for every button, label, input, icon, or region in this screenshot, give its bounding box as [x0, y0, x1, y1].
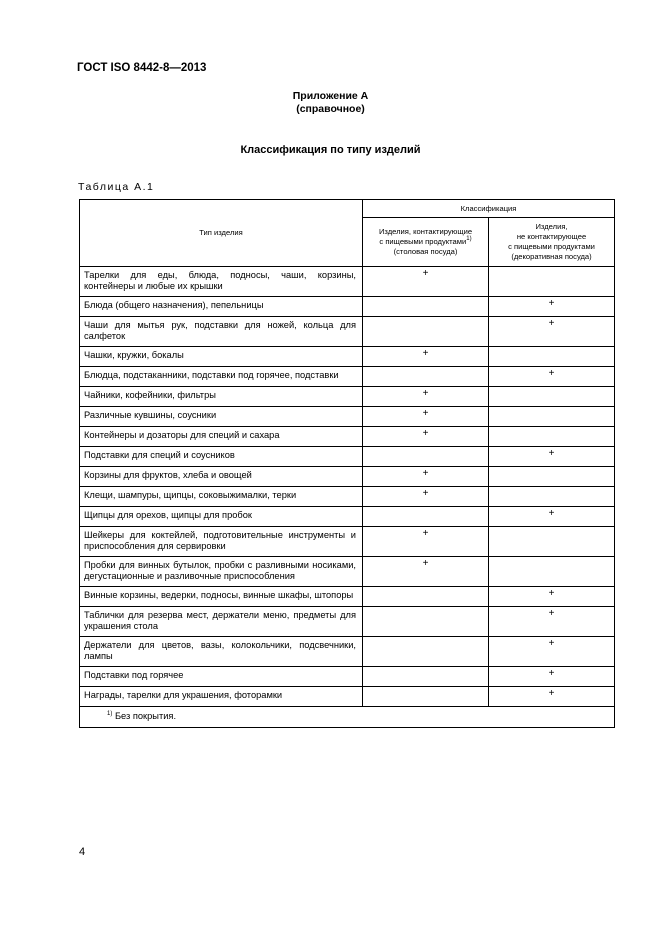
non-contact-cell: + [489, 367, 615, 387]
header-food-contact-line2: с пищевыми продуктами$^{1)}$ [379, 236, 472, 246]
table-row [80, 267, 615, 297]
table-row [80, 297, 615, 317]
food-contact-cell [363, 587, 489, 607]
table-footnote [80, 707, 615, 728]
food-contact-cell [363, 507, 489, 527]
table-row [80, 637, 615, 667]
food-contact-cell [363, 687, 489, 707]
header-food-contact-line1: Изделия, контактирующие [378, 227, 473, 236]
header-food-contact [363, 218, 489, 267]
non-contact-cell: + [489, 297, 615, 317]
header-non-contact-line3: с пищевыми продуктами [508, 242, 595, 251]
food-contact-cell: + [363, 487, 489, 507]
food-contact-cell [363, 637, 489, 667]
table-row [80, 507, 615, 527]
product-type-cell: Различные кувшины, соусники [80, 407, 363, 427]
food-contact-cell: + [363, 387, 489, 407]
header-classification: Классификация [363, 200, 615, 218]
food-contact-cell: + [363, 407, 489, 427]
food-contact-cell: + [363, 427, 489, 447]
product-type-cell: Подставки под горячее [80, 667, 363, 687]
table-label: Таблица А.1 [78, 181, 155, 193]
table-row [80, 607, 615, 637]
table-row [80, 447, 615, 467]
food-contact-cell: + [363, 527, 489, 557]
appendix-subtitle: (справочное) [296, 103, 365, 115]
non-contact-cell [489, 557, 615, 587]
table-row [80, 317, 615, 347]
product-type-cell: Таблички для резерва мест, держатели меню, предметы для украшения стола [80, 607, 363, 637]
header-non-contact-line4: (декоративная посуда) [511, 252, 592, 261]
food-contact-cell: + [363, 267, 489, 297]
non-contact-cell: + [489, 507, 615, 527]
product-type-cell: Награды, тарелки для украшения, фоторамки [80, 687, 363, 707]
food-contact-cell [363, 317, 489, 347]
table-row [80, 387, 615, 407]
non-contact-cell: + [489, 607, 615, 637]
non-contact-cell: + [489, 637, 615, 667]
product-type-cell: Щипцы для орехов, щипцы для пробок [80, 507, 363, 527]
footnote-ref: 1) [466, 236, 472, 242]
table-body [80, 267, 615, 707]
table-row [80, 367, 615, 387]
product-type-cell: Корзины для фруктов, хлеба и овощей [80, 467, 363, 487]
food-contact-cell [363, 367, 489, 387]
non-contact-cell [489, 407, 615, 427]
non-contact-cell [489, 527, 615, 557]
non-contact-cell [489, 387, 615, 407]
non-contact-cell: + [489, 587, 615, 607]
table-row [80, 587, 615, 607]
non-contact-cell: + [489, 687, 615, 707]
product-type-cell: Подставки для специй и соусников [80, 447, 363, 467]
header-product-type: Тип изделия [80, 200, 363, 267]
section-title: Классификация по типу изделий [240, 144, 421, 156]
product-type-cell: Тарелки для еды, блюда, подносы, чаши, корзины, контейнеры и любые их крышки [80, 267, 363, 297]
footnote-text: Без покрытия. [114, 711, 177, 721]
food-contact-cell [363, 607, 489, 637]
non-contact-cell [489, 267, 615, 297]
header-food-contact-line3: (столовая посуда) [393, 247, 458, 256]
product-type-cell: Блюда (общего назначения), пепельницы [80, 297, 363, 317]
food-contact-cell: + [363, 347, 489, 367]
non-contact-cell [489, 487, 615, 507]
non-contact-cell: + [489, 447, 615, 467]
food-contact-cell [363, 297, 489, 317]
table-row [80, 467, 615, 487]
food-contact-cell [363, 667, 489, 687]
food-contact-cell: + [363, 557, 489, 587]
product-type-cell: Шейкеры для коктейлей, подготовительные инструменты и приспособления для сервировки [80, 527, 363, 557]
table-row [80, 687, 615, 707]
non-contact-cell: + [489, 317, 615, 347]
table-row [80, 427, 615, 447]
product-type-cell: Клещи, шампуры, щипцы, соковыжималки, терки [80, 487, 363, 507]
non-contact-cell [489, 347, 615, 367]
footnote-marker: 1) [107, 711, 113, 717]
table-row [80, 347, 615, 367]
product-type-cell: Контейнеры и дозаторы для специй и сахара [80, 427, 363, 447]
header-non-contact [489, 218, 615, 267]
food-contact-cell: + [363, 467, 489, 487]
header-non-contact-line2: не контактирующее [516, 232, 587, 241]
food-contact-cell [363, 447, 489, 467]
product-type-cell: Винные корзины, ведерки, подносы, винные шкафы, штопоры [80, 587, 363, 607]
table-row [80, 557, 615, 587]
product-type-cell: Держатели для цветов, вазы, колокольчики, подсвечники, лампы [80, 637, 363, 667]
product-type-cell: Чаши для мытья рук, подставки для ножей, кольца для салфеток [80, 317, 363, 347]
page-number: 4 [79, 846, 86, 858]
product-type-cell: Чайники, кофейники, фильтры [80, 387, 363, 407]
document-code: ГОСТ ISO 8442-8—2013 [77, 62, 207, 74]
non-contact-cell: + [489, 667, 615, 687]
product-type-cell: Чашки, кружки, бокалы [80, 347, 363, 367]
table-row [80, 407, 615, 427]
appendix-title: Приложение А [292, 90, 369, 102]
non-contact-cell [489, 427, 615, 447]
product-type-cell: Блюдца, подстаканники, подставки под горячее, подставки [80, 367, 363, 387]
table-row [80, 487, 615, 507]
appendix-heading [0, 90, 661, 116]
product-type-cell: Пробки для винных бутылок, пробки с разливными носиками, дегустационные и разливочные приспособления [80, 557, 363, 587]
classification-table [79, 199, 615, 728]
table-row [80, 527, 615, 557]
header-non-contact-line1: Изделия, [535, 222, 568, 231]
non-contact-cell [489, 467, 615, 487]
table-row [80, 667, 615, 687]
